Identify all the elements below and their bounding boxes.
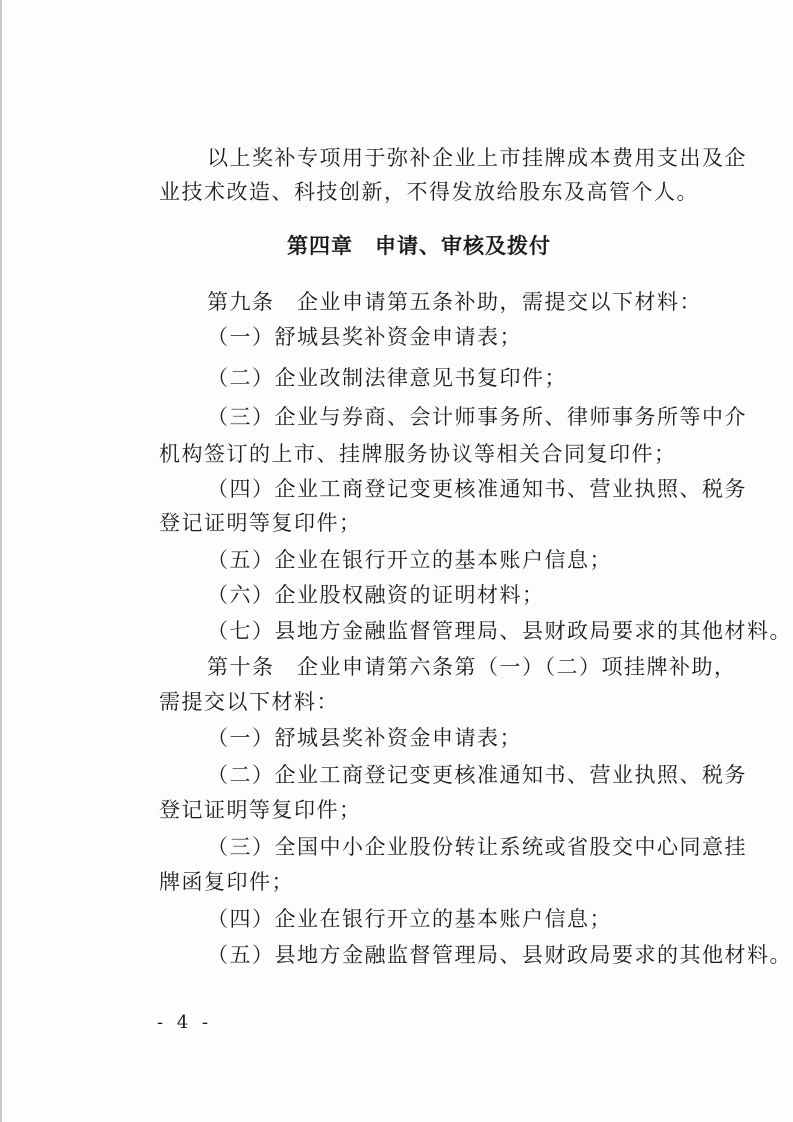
article-10-item-continued: 登记证明等复印件； [159,798,362,822]
chapter-title: 第四章 申请、审核及拨付 [287,234,551,258]
article-9-item: （六）企业股权融资的证明材料； [207,583,545,607]
article-10-item: （二）企业工商登记变更核准通知书、营业执照、税务 [207,763,747,787]
article-9-item: （二）企业改制法律意见书复印件； [207,366,567,390]
intro-line-1: 以上奖补专项用于弥补企业上市挂牌成本费用支出及企 [207,146,747,170]
article-9-heading: 第九条 企业申请第五条补助，需提交以下材料： [207,290,702,314]
article-9-item: （四）企业工商登记变更核准通知书、营业执照、税务 [207,477,747,501]
article-9-item-continued: 登记证明等复印件； [159,511,362,535]
article-9-item: （一）舒城县奖补资金申请表； [207,325,522,349]
article-10-heading: 第十条 企业申请第六条第（一）（二）项挂牌补助， [207,655,737,679]
scan-edge [0,0,2,1122]
intro-line-2: 业技术改造、科技创新，不得发放给股东及高管个人。 [159,180,699,204]
article-10-item: （五）县地方金融监督管理局、县财政局要求的其他材料。 [207,943,792,967]
page-number: - 4 - [157,1012,213,1033]
article-9-item: （七）县地方金融监督管理局、县财政局要求的其他材料。 [207,619,792,643]
article-10-heading-continued: 需提交以下材料： [159,690,339,714]
article-9-item: （三）企业与券商、会计师事务所、律师事务所等中介 [207,405,747,429]
article-9-item: （五）企业在银行开立的基本账户信息； [207,548,612,572]
article-10-item: （四）企业在银行开立的基本账户信息； [207,907,612,931]
article-10-item: （三）全国中小企业股份转让系统或省股交中心同意挂 [207,835,747,859]
article-10-item-continued: 牌函复印件； [159,870,294,894]
article-10-item: （一）舒城县奖补资金申请表； [207,726,522,750]
article-9-item-continued: 机构签订的上市、挂牌服务协议等相关合同复印件； [159,442,677,466]
